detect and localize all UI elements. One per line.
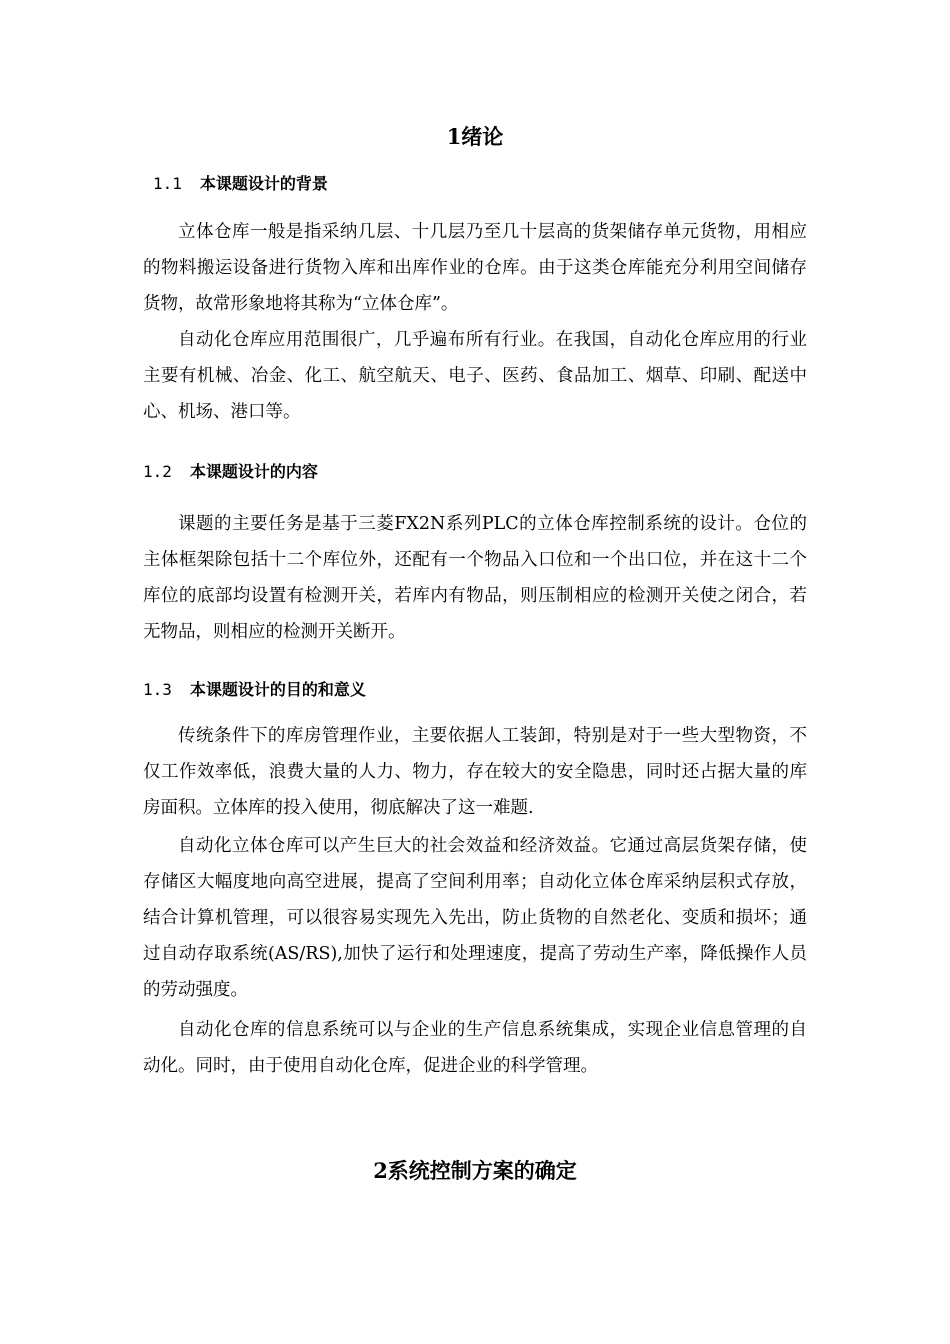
paragraph: 立体仓库一般是指采纳几层、十几层乃至几十层高的货架储存单元货物，用相应的物料搬运设备进行货物入库和出库作业的仓库。由于这类仓库能充分利用空间储存货物，故常形象地将其称为“立体仓库”。 (143, 222, 807, 314)
section-title: 本课题设计的内容 (189, 462, 318, 481)
paragraph: 自动化立体仓库可以产生巨大的社会效益和经济效益。它通过高层货架存储，使存储区大幅度地向高空进展，提高了空间利用率；自动化立体仓库采纳层积式存放，结合计算机管理，可以很容易实现先入先出，防止货物的自然老化、变质和损坏；通过自动存取系统(AS/RS),加快了运行和处理速度，提高了劳动生产率，降低操作人员的劳动强度。 (143, 836, 807, 1000)
paragraph: 课题的主要任务是基于三菱FX2N系列PLC的立体仓库控制系统的设计。仓位的主体框架除包括十二个库位外，还配有一个物品入口位和一个出口位，并在这十二个库位的底部均设置有检测开关，若库内有物品，则压制相应的检测开关使之闭合，若无物品，则相应的检测开关断开。 (143, 514, 807, 642)
section-title: 本课题设计的目的和意义 (189, 680, 366, 699)
paragraph: 传统条件下的库房管理作业，主要依据人工装卸，特别是对于一些大型物资，不仅工作效率低，浪费大量的人力、物力，存在较大的安全隐患，同时还占据大量的库房面积。立体库的投入使用，彻底解决了这一难题. (143, 726, 807, 818)
paragraph: 自动化仓库的信息系统可以与企业的生产信息系统集成，实现企业信息管理的自动化。同时，由于使用自动化仓库，促进企业的科学管理。 (143, 1020, 807, 1076)
chapter-1-title: 1绪论 (446, 124, 504, 149)
section-1-2-heading (143, 460, 318, 484)
section-number: 1.1 (153, 174, 182, 193)
paragraph: 自动化仓库应用范围很广，几乎遍布所有行业。在我国，自动化仓库应用的行业主要有机械、冶金、化工、航空航天、电子、医药、食品加工、烟草、印刷、配送中心、机场、港口等。 (143, 330, 807, 422)
section-title: 本课题设计的背景 (199, 174, 328, 193)
section-number: 1.2 (143, 462, 172, 481)
section-1-1-heading (153, 172, 328, 196)
section-1-3-heading (143, 678, 366, 702)
chapter-2-title: 2系统控制方案的确定 (373, 1158, 577, 1183)
section-number: 1.3 (143, 680, 172, 699)
